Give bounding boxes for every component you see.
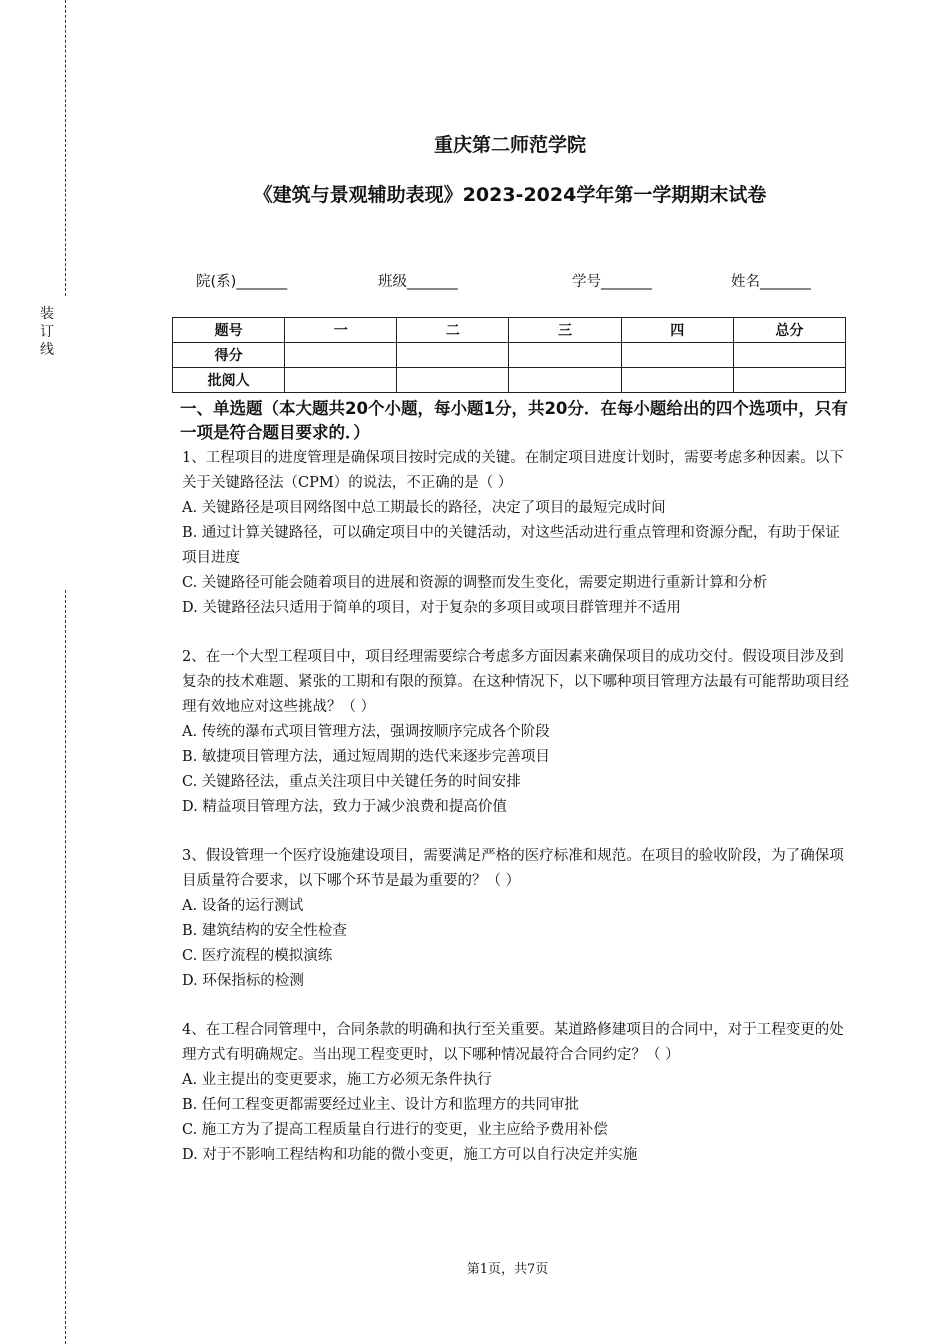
binding-char: 装 — [40, 306, 54, 322]
question-1 — [182, 446, 850, 621]
question-stem: 2、在一个大型工程项目中，项目经理需要综合考虑多方面因素来确保项目的成功交付。假设项目涉及到复杂的技术难题、紧张的工期和有限的预算。在这种情况下，以下哪种项目管理方法最有可能帮助项目经理有效地应对这些挑战？（ ） — [182, 649, 849, 715]
score-table-row — [173, 368, 846, 393]
binding-line-bottom — [65, 590, 66, 1344]
score-table-header-row — [173, 318, 846, 343]
question-3 — [182, 844, 850, 994]
option-a: A. 设备的运行测试 — [182, 898, 304, 914]
option-c: C. 医疗流程的模拟演练 — [182, 948, 333, 964]
page-footer: 第1页，共7页 — [466, 1262, 549, 1277]
score-table-cell: 一 — [285, 318, 397, 343]
option-c: C. 关键路径可能会随着项目的进展和资源的调整而发生变化，需要定期进行重新计算和分析 — [182, 575, 768, 591]
score-table-cell — [397, 343, 509, 368]
option-d: D. 环保指标的检测 — [182, 973, 304, 989]
option-b: B. 建筑结构的安全性检查 — [182, 923, 347, 939]
score-table-cell — [509, 368, 621, 393]
score-table-cell — [285, 343, 397, 368]
score-table-cell: 四 — [621, 318, 733, 343]
option-d: D. 精益项目管理方法，致力于减少浪费和提高价值 — [182, 799, 507, 815]
section-heading: 一、单选题（本大题共20个小题，每小题1分，共20分．在每小题给出的四个选项中，只有一项是符合题目要求的．） — [180, 399, 848, 442]
exam-title: 《建筑与景观辅助表现》2023-2024学年第一学期期末试卷 — [253, 184, 767, 206]
score-table-cell — [397, 368, 509, 393]
option-c: C. 关键路径法，重点关注项目中关键任务的时间安排 — [182, 774, 521, 790]
score-table — [172, 317, 846, 393]
score-table-row — [173, 343, 846, 368]
binding-char: 订 — [40, 324, 54, 340]
score-table-cell: 二 — [397, 318, 509, 343]
score-table-cell: 总分 — [733, 318, 845, 343]
score-table-cell — [733, 343, 845, 368]
score-table-cell — [509, 343, 621, 368]
question-2 — [182, 645, 850, 820]
score-table-cell — [621, 368, 733, 393]
question-list — [182, 446, 850, 1192]
option-c: C. 施工方为了提高工程质量自行进行的变更，业主应给予费用补偿 — [182, 1122, 608, 1138]
option-a: A. 传统的瀑布式项目管理方法，强调按顺序完成各个阶段 — [182, 724, 550, 740]
option-b: B. 任何工程变更都需要经过业主、设计方和监理方的共同审批 — [182, 1097, 579, 1113]
score-table-cell — [733, 368, 845, 393]
question-stem: 3、假设管理一个医疗设施建设项目，需要满足严格的医疗标准和规范。在项目的验收阶段，为了确保项目质量符合要求，以下哪个环节是最为重要的？（ ） — [182, 848, 844, 889]
question-stem: 1、工程项目的进度管理是确保项目按时完成的关键。在制定项目进度计划时，需要考虑多种因素。以下关于关键路径法（CPM）的说法，不正确的是（ ） — [182, 450, 844, 491]
option-a: A. 业主提出的变更要求，施工方必须无条件执行 — [182, 1072, 492, 1088]
score-table-cell — [285, 368, 397, 393]
score-table-cell: 批阅人 — [173, 368, 285, 393]
student-id-field: 学号_______ — [572, 274, 652, 290]
option-d: D. 对于不影响工程结构和功能的微小变更，施工方可以自行决定并实施 — [182, 1147, 638, 1163]
option-a: A. 关键路径是项目网络图中总工期最长的路径，决定了项目的最短完成时间 — [182, 500, 666, 516]
binding-char: 线 — [40, 342, 54, 358]
score-table-cell: 三 — [509, 318, 621, 343]
question-stem: 4、在工程合同管理中，合同条款的明确和执行至关重要。某道路修建项目的合同中，对于工程变更的处理方式有明确规定。当出现工程变更时，以下哪种情况最符合合同约定？（ ） — [182, 1022, 844, 1063]
option-d: D. 关键路径法只适用于简单的项目，对于复杂的多项目或项目群管理并不适用 — [182, 600, 681, 616]
option-b: B. 敏捷项目管理方法，通过短周期的迭代来逐步完善项目 — [182, 749, 550, 765]
department-field: 院(系)_______ — [196, 274, 288, 290]
class-field: 班级_______ — [378, 274, 458, 290]
name-field: 姓名_______ — [731, 274, 811, 290]
score-table-cell: 得分 — [173, 343, 285, 368]
option-b: B. 通过计算关键路径，可以确定项目中的关键活动，对这些活动进行重点管理和资源分配，有助于保证项目进度 — [182, 525, 840, 566]
score-table-cell: 题号 — [173, 318, 285, 343]
question-4 — [182, 1018, 850, 1168]
school-name: 重庆第二师范学院 — [433, 134, 586, 156]
score-table-cell — [621, 343, 733, 368]
binding-label — [38, 305, 56, 359]
